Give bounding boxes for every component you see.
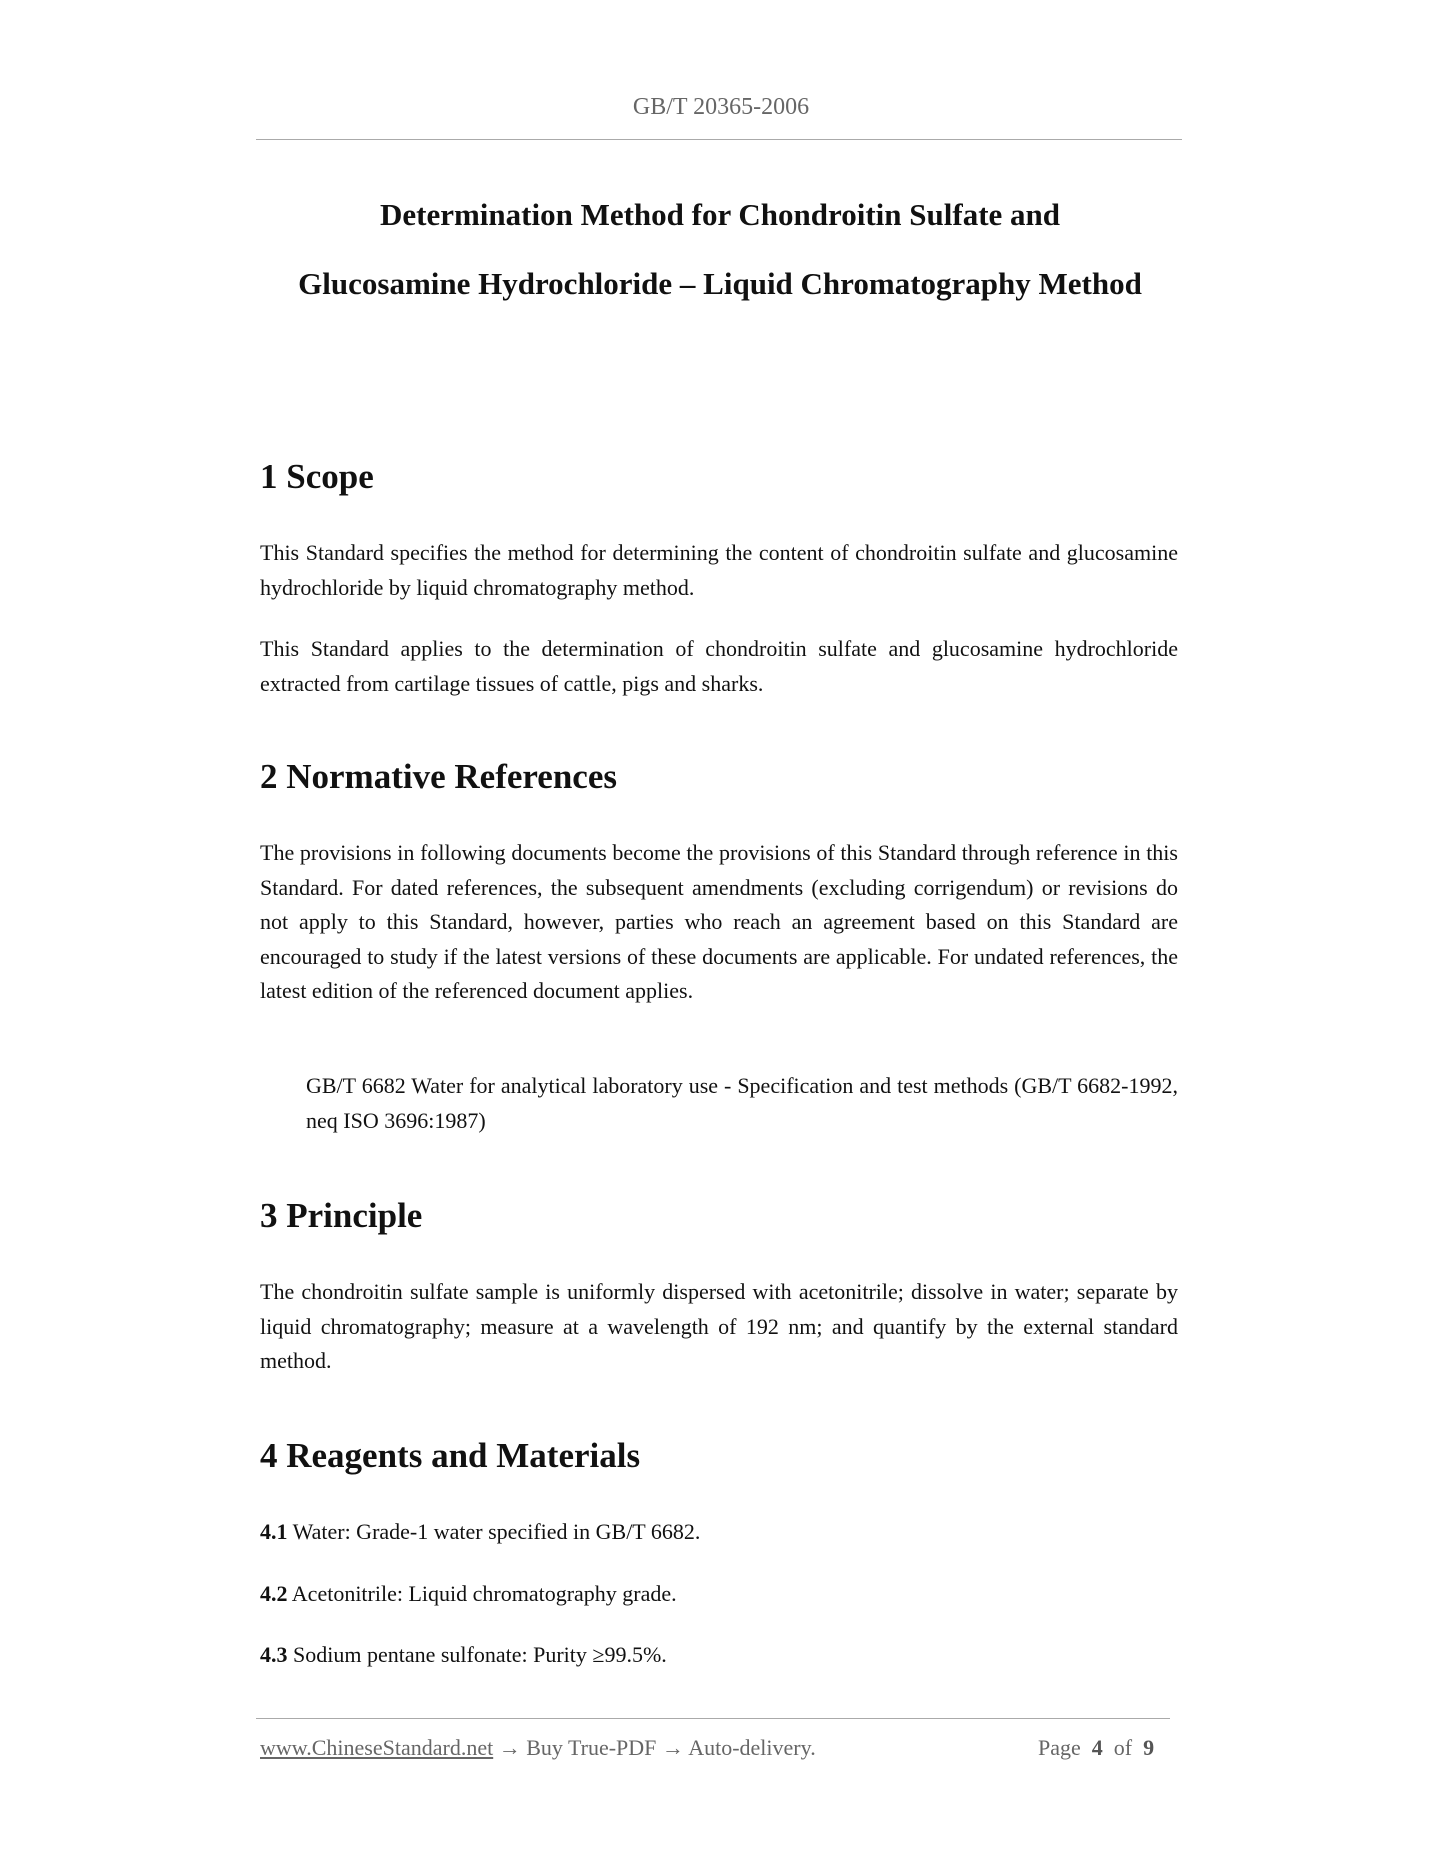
auto-delivery-text: Auto-delivery. <box>688 1735 816 1760</box>
document-id-header: GB/T 20365-2006 <box>632 94 810 120</box>
reagent-item <box>260 1638 667 1672</box>
footer-links <box>260 1735 816 1761</box>
page-number: 4 <box>1091 1735 1103 1760</box>
of-label: of <box>1113 1735 1133 1760</box>
reagent-item-text: Acetonitrile: Liquid chromatography grade. <box>287 1581 677 1606</box>
page-label: Page <box>1038 1735 1081 1760</box>
reagent-item-number: 4.1 <box>260 1519 288 1544</box>
reagent-item-number: 4.3 <box>260 1642 288 1667</box>
page-indicator <box>1038 1735 1154 1761</box>
document-title-line-2: Glucosamine Hydrochloride – Liquid Chromatography Method <box>298 266 1142 301</box>
normative-reference-item: GB/T 6682 Water for analytical laboratory use - Specification and test methods (GB/T 6682-1992, neq ISO 3696:1987) <box>306 1073 1178 1133</box>
header-divider <box>256 139 1182 140</box>
site-link[interactable]: www.ChineseStandard.net <box>260 1735 494 1760</box>
buy-pdf-text: Buy True-PDF <box>526 1735 657 1760</box>
page-total: 9 <box>1143 1735 1155 1760</box>
arrow-right-icon: → <box>498 1735 521 1760</box>
normative-references-paragraph: The provisions in following documents become the provisions of this Standard through reference in this Standard. For dated references, the subsequent amendments (excluding corrigendum) or revisions do not apply to this Standard, however, parties who reach an agreement based on this Standard are encouraged to study if the latest versions of these documents are applicable. For undated references, the latest edition of the referenced document applies. <box>260 840 1178 1003</box>
section-heading-principle: 3 Principle <box>260 1196 423 1235</box>
section-heading-scope: 1 Scope <box>260 457 374 496</box>
scope-paragraph-2: This Standard applies to the determination of chondroitin sulfate and glucosamine hydrochloride extracted from cartilage tissues of cattle, pigs and sharks. <box>260 636 1178 696</box>
reagent-item-number: 4.2 <box>260 1581 288 1606</box>
footer-divider <box>256 1718 1170 1719</box>
reagent-item <box>260 1515 700 1549</box>
reagent-item-text: Sodium pentane sulfonate: Purity ≥99.5%. <box>287 1642 667 1667</box>
principle-paragraph: The chondroitin sulfate sample is uniformly dispersed with acetonitrile; dissolve in water; separate by liquid chromatography; measure at a wavelength of 192 nm; and quantify by the external standard method. <box>260 1279 1178 1373</box>
reagent-item <box>260 1577 677 1611</box>
section-heading-reagents: 4 Reagents and Materials <box>260 1436 641 1475</box>
reagent-item-text: Water: Grade-1 water specified in GB/T 6682. <box>287 1519 701 1544</box>
arrow-right-icon: → <box>661 1735 684 1760</box>
scope-paragraph-1: This Standard specifies the method for determining the content of chondroitin sulfate and glucosamine hydrochloride by liquid chromatography method. <box>260 540 1178 600</box>
document-title-line-1: Determination Method for Chondroitin Sulfate and <box>379 197 1061 232</box>
section-heading-normative-references: 2 Normative References <box>260 757 617 796</box>
